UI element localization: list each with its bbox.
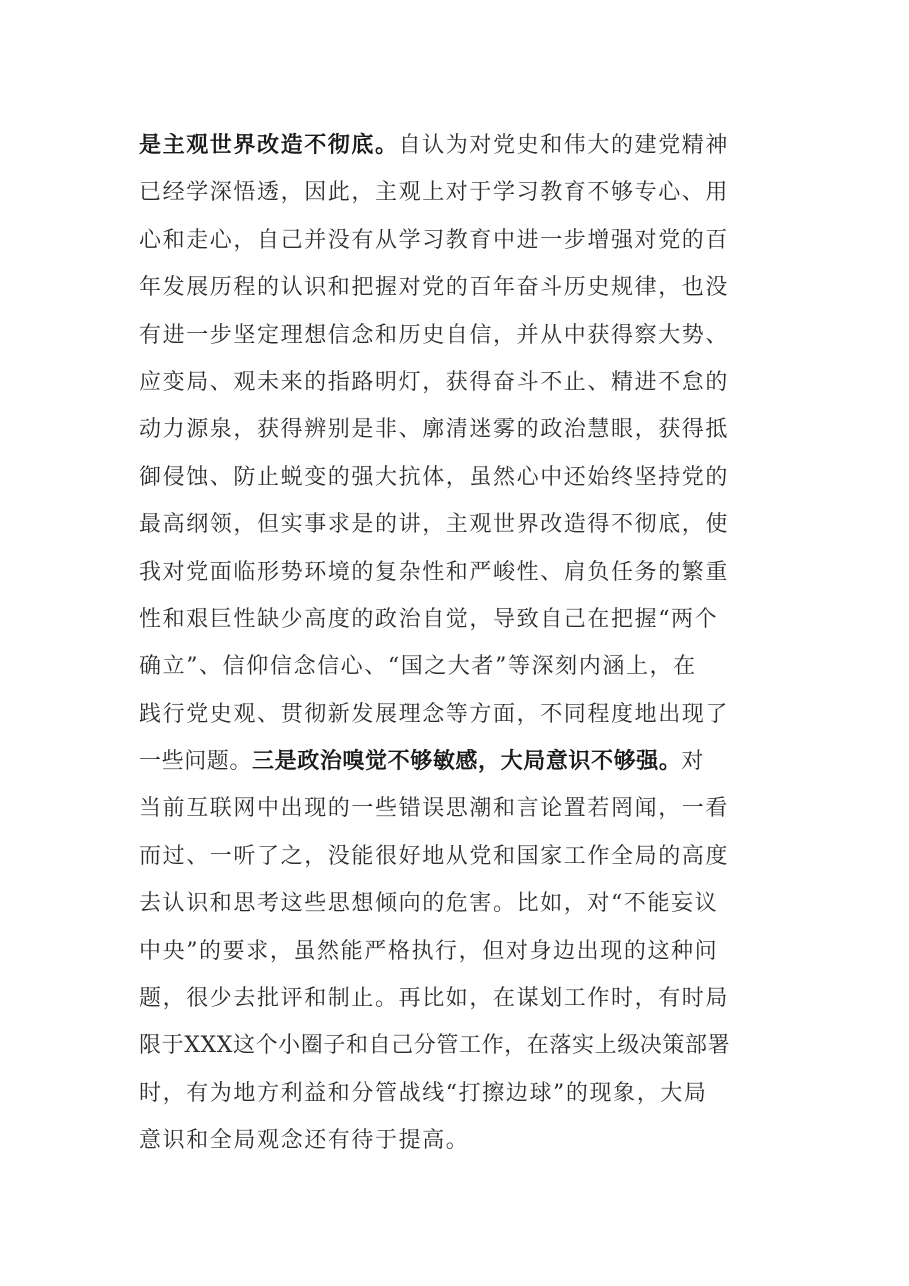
line-text: 践行党史观、贯彻新发展理念等方面，不同程度地出现了 xyxy=(139,701,730,727)
text-line xyxy=(139,785,779,832)
text-line xyxy=(139,643,779,690)
line-text: 心和走心，自己并没有从学习教育中进一步增强对党的百 xyxy=(139,227,730,253)
text-line xyxy=(139,738,779,785)
text-line xyxy=(139,833,779,880)
text-line xyxy=(139,169,779,216)
line-text: 而过、一听了之，没能很好地从党和国家工作全局的高度 xyxy=(139,843,730,869)
text-line xyxy=(139,928,779,975)
line-text: 御侵蚀、防止蜕变的强大抗体，虽然心中还始终坚持党的 xyxy=(139,464,730,490)
line-text: 确立”、信仰信念信心、“国之大者”等深刻内涵上，在 xyxy=(139,654,697,680)
text-line xyxy=(139,880,779,927)
line-text: 性和艰巨性缺少高度的政治自觉，导致自己在把握“两个 xyxy=(139,606,719,632)
line-text: 中央”的要求，虽然能严格执行，但对身边出现的这种问 xyxy=(139,938,719,964)
line-text: 有进一步坚定理想信念和历史自信，并从中获得察大势、 xyxy=(139,322,730,348)
text-line xyxy=(139,975,779,1022)
bold-heading-point-3: 三是政治嗅觉不够敏感，大局意识不够强。 xyxy=(252,748,682,775)
text-line xyxy=(139,596,779,643)
text-line xyxy=(139,359,779,406)
text-line xyxy=(139,549,779,596)
text-line xyxy=(139,501,779,548)
text-line xyxy=(139,406,779,453)
text-line xyxy=(139,122,779,169)
line-text: 限于XXX这个小圈子和自己分管工作，在落实上级决策部署 xyxy=(139,1033,731,1059)
text-line xyxy=(139,1070,779,1117)
line-text: 自认为对党史和伟大的建党精神 xyxy=(398,133,730,158)
bold-heading-point-2: 是主观世界改造不彻底。 xyxy=(139,132,399,158)
line-text: 意识和全局观念还有待于提高。 xyxy=(139,1128,470,1154)
line-text: 我对党面临形势环境的复杂性和严峻性、肩负任务的繁重 xyxy=(139,559,730,585)
line-text-tail: 对 xyxy=(681,749,705,775)
body-paragraph xyxy=(139,122,779,1165)
text-line xyxy=(139,1117,779,1164)
line-text: 动力源泉，获得辨别是非、廓清迷雾的政治慧眼，获得抵 xyxy=(139,417,730,443)
text-line xyxy=(139,312,779,359)
line-text: 一些问题。 xyxy=(139,749,253,775)
text-line xyxy=(139,454,779,501)
text-line xyxy=(139,1022,779,1069)
text-line xyxy=(139,217,779,264)
line-text: 当前互联网中出现的一些错误思潮和言论置若罔闻，一看 xyxy=(139,796,730,822)
line-text: 题，很少去批评和制止。再比如，在谋划工作时，有时局 xyxy=(139,986,730,1012)
line-text: 去认识和思考这些思想倾向的危害。比如，对“不能妄议 xyxy=(139,891,719,917)
line-text: 年发展历程的认识和把握对党的百年奋斗历史规律，也没 xyxy=(139,275,730,301)
text-line xyxy=(139,691,779,738)
line-text: 应变局、观未来的指路明灯，获得奋斗不止、精进不怠的 xyxy=(139,369,730,395)
line-text: 时，有为地方利益和分管战线“打擦边球”的现象，大局 xyxy=(139,1080,708,1106)
text-line xyxy=(139,264,779,311)
line-text: 已经学深悟透，因此，主观上对于学习教育不够专心、用 xyxy=(139,180,730,206)
line-text: 最高纲领，但实事求是的讲，主观世界改造得不彻底，使 xyxy=(139,512,730,538)
